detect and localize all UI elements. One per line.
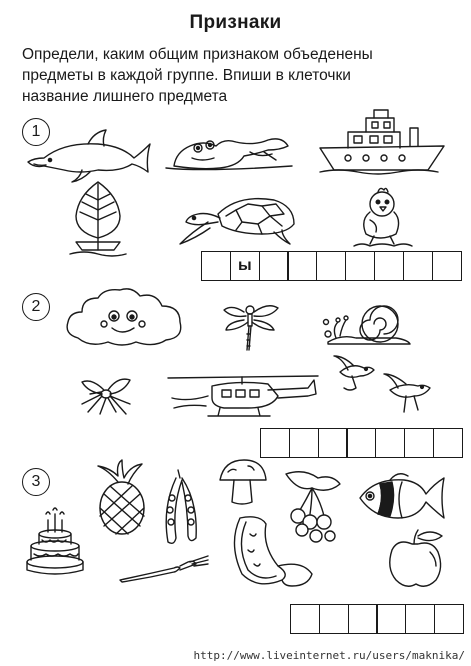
- instruction-line: название лишнего предмета: [22, 88, 228, 105]
- answer-cell[interactable]: [432, 251, 462, 281]
- apple-icon: [386, 528, 446, 590]
- answer-cell[interactable]: [345, 251, 375, 281]
- helicopter-icon: [168, 368, 318, 422]
- answer-cell[interactable]: [318, 428, 348, 458]
- chick-icon: [350, 186, 414, 248]
- answer-boxes-group-2: [260, 428, 463, 458]
- answer-cell[interactable]: [260, 428, 290, 458]
- fish-icon: [354, 470, 446, 528]
- dragonfly-icon: [222, 300, 280, 354]
- group-number-1: 1: [22, 118, 50, 146]
- birds-icon: [330, 354, 438, 416]
- frog-icon: [164, 132, 294, 172]
- answer-cell[interactable]: [376, 604, 406, 634]
- cloud-icon: [64, 286, 186, 350]
- page-title: Признаки: [189, 12, 282, 33]
- answer-cell[interactable]: [433, 428, 463, 458]
- instruction-line: предметы в каждой группе. Впиши в клеточки: [22, 67, 351, 84]
- answer-cell[interactable]: [374, 251, 404, 281]
- footer-url: http://www.liveinternet.ru/users/maknika/: [193, 649, 465, 662]
- answer-boxes-group-3: [290, 604, 464, 634]
- answer-cell[interactable]: [319, 604, 349, 634]
- answer-cell[interactable]: [346, 428, 376, 458]
- pea-pods-icon: [156, 468, 204, 550]
- answer-cell[interactable]: [348, 604, 378, 634]
- answer-cell[interactable]: [289, 428, 319, 458]
- fork-icon: [118, 556, 210, 584]
- sailboat-leaf-icon: [70, 180, 126, 256]
- turtle-icon: [178, 192, 300, 250]
- answer-cell[interactable]: [290, 604, 320, 634]
- answer-cell[interactable]: [375, 428, 405, 458]
- answer-cell[interactable]: [404, 428, 434, 458]
- pineapple-icon: [88, 460, 154, 536]
- answer-cell[interactable]: [403, 251, 433, 281]
- dolphin-icon: [24, 128, 154, 184]
- mosquito-icon: [78, 372, 134, 416]
- cake-icon: [24, 510, 86, 576]
- mushroom-icon: [218, 458, 268, 508]
- answer-boxes-group-1: [201, 251, 462, 281]
- answer-cell[interactable]: [201, 251, 231, 281]
- instruction-text: [22, 44, 462, 107]
- snail-icon: [322, 298, 412, 346]
- melon-slice-icon: [228, 514, 314, 590]
- answer-cell[interactable]: [405, 604, 435, 634]
- group-number-2: 2: [22, 293, 50, 321]
- answer-cell[interactable]: [287, 251, 317, 281]
- answer-cell[interactable]: ы: [230, 251, 260, 281]
- group-number-3: 3: [22, 468, 50, 496]
- answer-cell[interactable]: [259, 251, 289, 281]
- answer-cell[interactable]: [434, 604, 464, 634]
- ship-icon: [318, 106, 448, 176]
- answer-cell[interactable]: [316, 251, 346, 281]
- instruction-line: Определи, каким общим признаком объеденены: [22, 46, 373, 63]
